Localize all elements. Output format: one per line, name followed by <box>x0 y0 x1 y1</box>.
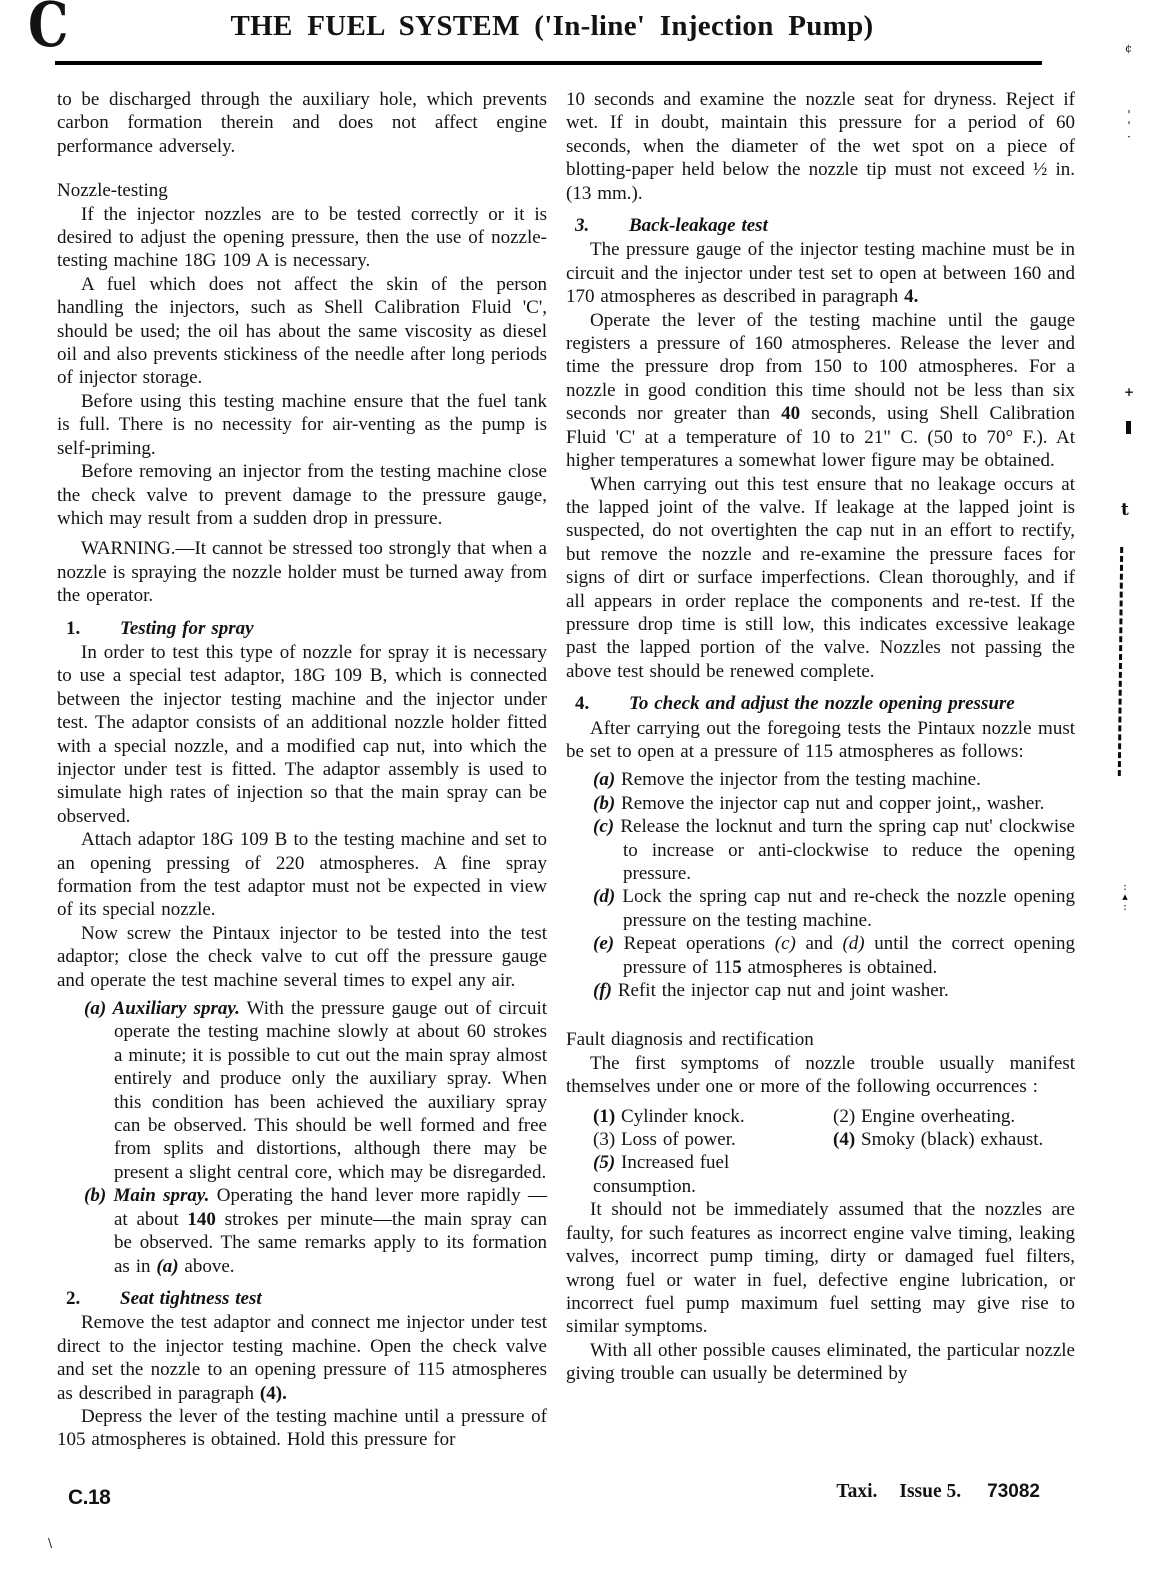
heading-number: 3. <box>575 215 590 237</box>
scan-artifact: \ <box>48 1536 53 1550</box>
list-item-b: (b) Main spray. Operating the hand lever more rapidly —at about 140 strokes per minute—the main spray can be observed. The same remarks apply to its formation as in (a) above. <box>84 1185 547 1277</box>
scan-artifact: t <box>1121 500 1129 520</box>
paragraph: The first symptoms of nozzle trouble usually manifest themselves under one or more of the following occurrences : <box>566 1052 1075 1098</box>
text-columns <box>57 88 1075 1452</box>
scan-artifact <box>1126 421 1131 434</box>
paragraph: If the injector nozzles are to be tested correctly or it is desired to adjust the opening pressure, then the use of nozzle-testing machine 18G 109 A is necessary. <box>57 203 547 272</box>
heading-title: Back-leakage test <box>629 215 768 237</box>
heading-title: Seat tightness test <box>120 1287 262 1309</box>
paragraph: Remove the test adaptor and connect me injector under test direct to the injector testing machine. Open the check valve and set the nozzle to an opening pressure of 115 atmospheres as described in paragraph (4). <box>57 1312 547 1404</box>
list-item-f: (f) Refit the injector cap nut and joint washer. <box>593 980 949 1002</box>
fault-item-2: (2) Engine overheating. <box>833 1105 1016 1127</box>
scan-artifact: ¢ <box>1125 42 1132 55</box>
paragraph: Operate the lever of the testing machine until the gauge registers a pressure of 160 atmospheres. Release the lever and time the pressure drop from 150 to 100 atmospheres. For a nozzle in good condition this time should not be less than six seconds nor greater than 40 seconds, using Shell Calibration Fluid 'C' at a temperature of 10 to 21" C. (50 to 70° F.). At higher temperatures a somewhat lower figure may be obtained. <box>566 309 1075 472</box>
numbered-heading-1 <box>57 617 547 640</box>
paragraph: Before using this testing machine ensure that the fuel tank is full. There is no necessity for air-venting as the pump is self-priming. <box>57 390 547 459</box>
heading-number: 1. <box>66 617 81 639</box>
paragraph: Attach adaptor 18G 109 B to the testing machine and set to an opening pressing of 220 atmospheres. A fine spray formation from the test adaptor must not be expected in view of its special nozzle. <box>57 829 547 921</box>
fault-item-empty <box>833 1151 1075 1198</box>
paragraph: The pressure gauge of the injector testing machine must be in circuit and the injector under test set to open at between 160 and 170 atmospheres as described in paragraph 4. <box>566 239 1075 308</box>
fault-row <box>566 1105 1075 1128</box>
list-item-c: (c) Release the locknut and turn the spring cap nut' clockwise to increase or anti-clockwise to reduce the opening pressure. <box>593 816 1075 884</box>
header-rule <box>55 61 1042 65</box>
fault-item-5: (5) Increased fuel consumption. <box>593 1152 730 1197</box>
fault-item-4: (4) Smoky (black) exhaust. <box>833 1129 1044 1151</box>
list-item-b: (b) Remove the injector cap nut and copper joint,, washer. <box>593 792 1045 814</box>
heading-title: To check and adjust the nozzle opening pressure <box>629 693 1015 715</box>
page-number: C.18 <box>68 1486 111 1509</box>
paragraph: It should not be immediately assumed that the nozzles are faulty, for such features as incorrect engine valve timing, leaking valves, incorrect pump timing, dirty or damaged fuel filters, wrong fuel or water in fuel, defective engine lubrication, or incorrect fuel pump maximum fuel setting may give rise to similar symptoms. <box>566 1199 1075 1338</box>
scan-artifact: : ▴ : <box>1122 880 1128 913</box>
heading-title: Testing for spray <box>120 617 254 639</box>
scan-artifact: ' ' · <box>1127 108 1131 144</box>
fault-item-1: (1) Cylinder knock. <box>593 1105 745 1127</box>
paragraph: When carrying out this test ensure that no leakage occurs at the lapped joint of the valve. If leakage at the lapped joint is suspected, do not overtighten the cap nut in an effort to rectify, but remove the nozzle and re-examine the pressure faces for signs of dirt or surface imperfections. Clean thoroughly, and if all appears in order replace the components and re-test. If the pressure drop time is still low, this indicates excessive leakage past the lapped portion of the valve. Nozzles not passing the above test should be renewed complete. <box>566 473 1075 682</box>
heading-number: 2. <box>66 1287 81 1309</box>
numbered-heading-4 <box>566 692 1075 715</box>
paragraph: A fuel which does not affect the skin of the person handling the injectors, such as Shell Calibration Fluid 'C', should be used; the oil has about the same viscosity as diesel oil and also prevents stickiness of the needle after long periods of injector storage. <box>57 273 547 389</box>
subheading-fault-diagnosis: Fault diagnosis and rectification <box>566 1029 814 1051</box>
list-item-e: (e) Repeat operations (c) and (d) until the correct opening pressure of 115 atmospheres is obtained. <box>593 933 1075 978</box>
heading-number: 4. <box>575 693 590 715</box>
right-column <box>566 88 1075 1452</box>
issue-reference-code: 73082 <box>987 1481 1040 1502</box>
issue-reference <box>836 1481 1040 1503</box>
subheading-nozzle-testing: Nozzle-testing <box>57 180 168 202</box>
paragraph: After carrying out the foregoing tests the Pintaux nozzle must be set to open at a pressure of 115 atmospheres as follows: <box>566 717 1075 762</box>
numbered-heading-3 <box>566 214 1075 237</box>
numbered-heading-2 <box>57 1287 547 1310</box>
paragraph: With all other possible causes eliminated, the particular nozzle giving trouble can usually be determined by <box>566 1339 1075 1385</box>
page-title: THE FUEL SYSTEM ('In-line' Injection Pump) <box>230 10 874 42</box>
paragraph: to be discharged through the auxiliary hole, which prevents carbon formation therein and does not affect engine performance adversely. <box>57 89 547 157</box>
issue-reference-issue: Issue 5. <box>899 1481 962 1502</box>
paragraph: In order to test this type of nozzle for spray it is necessary to use a special test adaptor, 18G 109 B, which is connected between the injector testing machine and the injector under test. The adaptor consists of an additional nozzle holder fitted with a special nozzle, and a modified cap nut, into which the injector under test is fitted. The adaptor assembly is used to simulate high rates of injection so that the main spray can be observed. <box>57 641 547 827</box>
issue-reference-taxi: Taxi. <box>836 1481 878 1502</box>
paragraph: Before removing an injector from the testing machine close the check valve to prevent damage to the pressure gauge, which may result from a sudden drop in pressure. <box>57 461 547 529</box>
scan-artifact: + <box>1124 385 1135 399</box>
list-item-d: (d) Lock the spring cap nut and re-check the nozzle opening pressure on the testing machine. <box>593 886 1075 931</box>
scan-artifact-dashed-line <box>1118 547 1123 776</box>
list-item-a: (a) Auxiliary spray. With the pressure gauge out of circuit operate the testing machine slowly at about 60 strokes a minute; it is possible to cut out the main spray almost entirely and produce only the auxiliary spray. When this condition has been achieved the auxiliary spray can be observed. This should be well formed and free from splits and distortions, although there may be present a slight central core, which may be disregarded. <box>84 998 548 1183</box>
section-letter: C <box>28 0 69 61</box>
fault-row <box>566 1128 1075 1151</box>
fault-item-3: (3) Loss of power. <box>593 1129 736 1151</box>
warning-paragraph: WARNING.—It cannot be stressed too strongly that when a nozzle is spraying the nozzle holder must be turned away from the operator. <box>57 538 547 607</box>
paragraph: Depress the lever of the testing machine until a pressure of 105 atmospheres is obtained. Hold this pressure for <box>57 1405 547 1451</box>
fault-row <box>566 1151 1075 1198</box>
left-column <box>57 88 547 1452</box>
fault-list <box>566 1105 1075 1199</box>
paragraph: Now screw the Pintaux injector to be tested into the test adaptor; close the check valve to cut off the pressure gauge and operate the test machine several times to expel any air. <box>57 922 547 991</box>
list-item-a: (a) Remove the injector from the testing machine. <box>593 769 981 791</box>
paragraph: 10 seconds and examine the nozzle seat for dryness. Reject if wet. If in doubt, maintain this pressure for a period of 60 seconds, when the diameter of the wet spot on a piece of blotting-paper held below the nozzle tip must not exceed ½ in. (13 mm.). <box>566 89 1075 204</box>
